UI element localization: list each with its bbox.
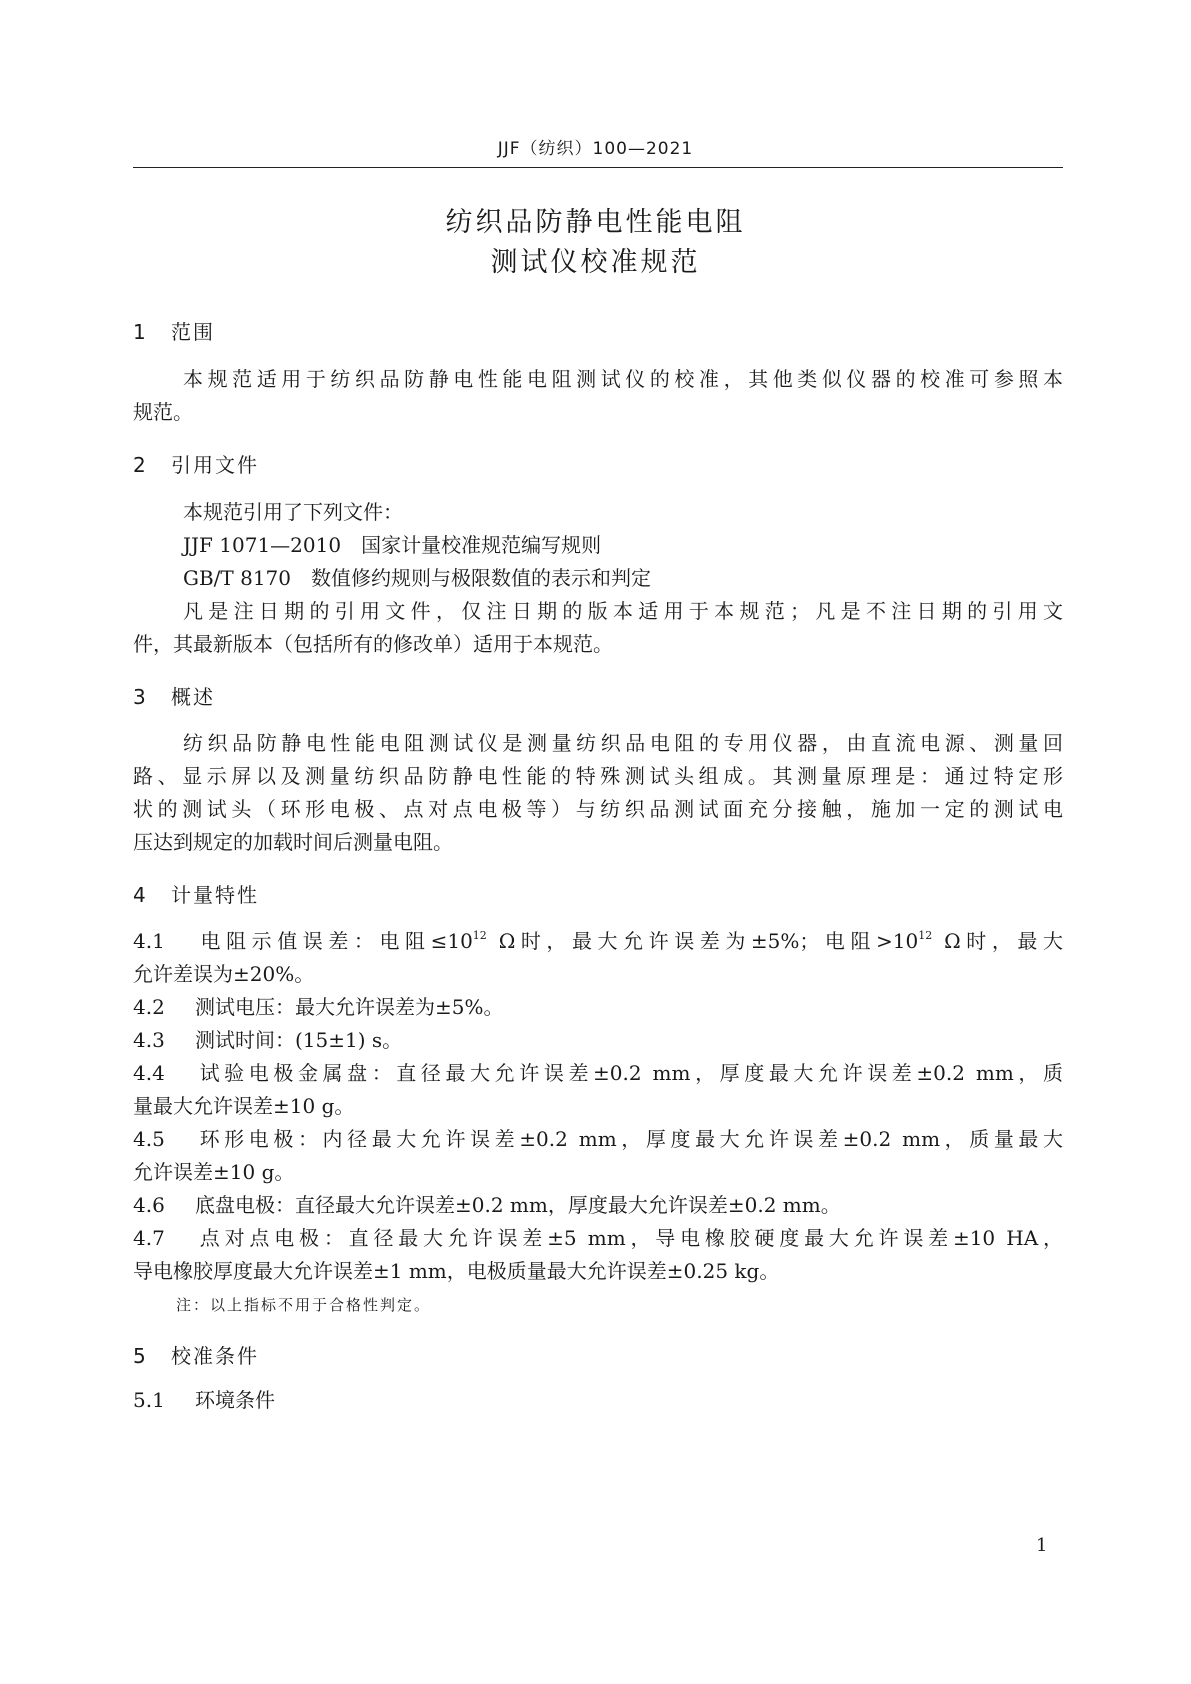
- section-number: 2: [133, 453, 148, 477]
- section-3-paragraph: [133, 727, 1063, 859]
- header-divider: [133, 167, 1063, 168]
- clause-number: 4.5: [133, 1127, 165, 1151]
- clause-4-4: [133, 1057, 1063, 1123]
- clause-text: Ω时，最大允许误差为±5%；电阻>10: [486, 929, 919, 953]
- section-3-heading: [133, 681, 215, 710]
- section-number: 3: [133, 685, 148, 709]
- clause-line: 导电橡胶厚度最大允许误差±1 mm，电极质量最大允许误差±0.25 kg。: [133, 1259, 780, 1283]
- reference-item: JJF 1071—2010 国家计量校准规范编写规则: [183, 533, 602, 557]
- clause-4-6: [133, 1189, 1063, 1222]
- clause-4-1: [133, 925, 1063, 991]
- clause-number: 5.1: [133, 1388, 165, 1412]
- clause-text: 测试时间：(15±1) s。: [195, 1028, 403, 1052]
- document-title-line2: 测试仪校准规范: [490, 247, 701, 278]
- clause-4-3: [133, 1024, 1063, 1057]
- clause-text: 点对点电极：直径最大允许误差±5 mm，导电橡胶硬度最大允许误差±10 HA，: [195, 1226, 1063, 1250]
- section-2-paragraph: [133, 595, 1063, 661]
- section-title: 计量特性: [171, 883, 259, 907]
- references-intro: 本规范引用了下列文件：: [183, 500, 403, 524]
- paragraph-line: 件，其最新版本（包括所有的修改单）适用于本规范。: [133, 632, 613, 656]
- clause-text: 底盘电极：直径最大允许误差±0.2 mm，厚度最大允许误差±0.2 mm。: [195, 1193, 841, 1217]
- clause-4-2: [133, 991, 1063, 1024]
- clause-text: 试验电极金属盘：直径最大允许误差±0.2 mm，厚度最大允许误差±0.2 mm，质: [195, 1061, 1063, 1085]
- section-title: 引用文件: [171, 453, 259, 477]
- section-title: 概述: [171, 685, 215, 709]
- superscript-exponent: 12: [472, 929, 487, 942]
- document-header-code: JJF（纺织）100—2021: [497, 139, 694, 159]
- section-number: 5: [133, 1344, 148, 1368]
- paragraph-line: 本规范适用于纺织品防静电性能电阻测试仪的校准，其他类似仪器的校准可参照本: [183, 367, 1063, 391]
- paragraph-line: 压达到规定的加载时间后测量电阻。: [133, 830, 453, 854]
- clause-number: 4.4: [133, 1061, 165, 1085]
- section-5-heading: [133, 1340, 259, 1369]
- section-4-note: 注：以上指标不用于合格性判定。: [176, 1296, 432, 1314]
- clause-number: 4.6: [133, 1193, 165, 1217]
- clause-line: 允许误差±10 g。: [133, 1160, 295, 1184]
- superscript-exponent: 12: [918, 929, 933, 942]
- section-number: 4: [133, 883, 148, 907]
- section-4-heading: [133, 879, 259, 908]
- clause-text: 电阻示值误差：电阻≤10: [195, 929, 473, 953]
- clause-line: [133, 1057, 1063, 1090]
- clause-line: 量最大允许误差±10 g。: [133, 1094, 355, 1118]
- clause-line: [133, 925, 1063, 958]
- document-title-line1: 纺织品防静电性能电阻: [445, 207, 746, 238]
- section-1-heading: [133, 316, 215, 345]
- paragraph-line: 纺织品防静电性能电阻测试仪是测量纺织品电阻的专用仪器，由直流电源、测量回: [183, 731, 1063, 755]
- section-title: 范围: [171, 320, 215, 344]
- section-1-paragraph: [133, 363, 1063, 429]
- clause-text: 测试电压：最大允许误差为±5%。: [195, 995, 504, 1019]
- clause-text: 环形电极：内径最大允许误差±0.2 mm，厚度最大允许误差±0.2 mm，质量最大: [195, 1127, 1063, 1151]
- clause-number: 4.2: [133, 995, 165, 1019]
- clause-line: [133, 1222, 1063, 1255]
- clause-text: Ω时，最大: [932, 929, 1063, 953]
- clause-line: [133, 1123, 1063, 1156]
- clause-5-1: [133, 1384, 1063, 1417]
- paragraph-line: 凡是注日期的引用文件，仅注日期的版本适用于本规范；凡是不注日期的引用文: [183, 599, 1063, 623]
- clause-number: 4.1: [133, 929, 165, 953]
- clause-number: 4.7: [133, 1226, 165, 1250]
- reference-item: GB/T 8170 数值修约规则与极限数值的表示和判定: [183, 566, 652, 590]
- clause-4-7: [133, 1222, 1063, 1288]
- clause-number: 4.3: [133, 1028, 165, 1052]
- paragraph-line: 规范。: [133, 400, 193, 424]
- paragraph-line: 状的测试头（环形电极、点对点电极等）与纺织品测试面充分接触，施加一定的测试电: [133, 797, 1063, 821]
- section-number: 1: [133, 320, 148, 344]
- page-number: 1: [1036, 1535, 1048, 1556]
- section-title: 校准条件: [171, 1344, 259, 1368]
- clause-text: 环境条件: [195, 1388, 275, 1412]
- paragraph-line: 路、显示屏以及测量纺织品防静电性能的特殊测试头组成。其测量原理是：通过特定形: [133, 764, 1063, 788]
- clause-line: 允许差误为±20%。: [133, 962, 315, 986]
- clause-4-5: [133, 1123, 1063, 1189]
- section-2-heading: [133, 449, 259, 478]
